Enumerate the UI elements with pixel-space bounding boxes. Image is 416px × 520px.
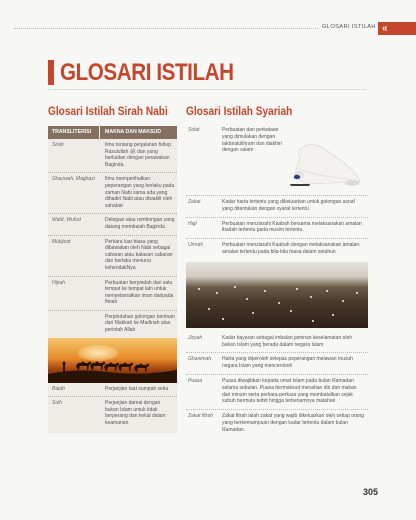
pilgrim-dot [198,288,200,290]
definition: Perbuatan berpindah dari satu tempat ke tempat lain untuk menyelamatkan iman daripada fitnah [105,279,174,306]
pilgrim-dot [222,318,224,320]
list-item [186,124,368,196]
pilgrim-dot [312,320,314,322]
camel-caravan-photo [48,338,177,383]
term: Hijrah [52,279,66,286]
pilgrim-dot [326,290,328,292]
table-row [48,173,177,214]
pilgrim-dot [252,312,254,314]
term: Sirah [52,142,64,148]
table-row [48,277,177,311]
definition: Perbuatan dan perkataan yang dimulakan dengan takbiratulihram dan diakhiri dengan salam [222,127,282,154]
term: Baiah [52,385,65,392]
table-row [48,383,177,398]
definition: Perbuatan menziarahi Kaabah dengan melaksanakan amalan-amalan tertentu pada bila-bila masa dalam setahun [222,242,361,255]
term: Mukjizat [52,238,71,245]
term: Puasa [188,377,203,384]
table-row [48,397,177,432]
term: Solat [188,127,200,133]
table-header [48,126,177,139]
term: Jizyah [188,334,203,341]
pilgrim-dot [342,300,344,302]
term: Umrah [188,242,204,249]
sirah-glossary-table [48,126,177,433]
running-header: GLOSARI ISTILAH [322,24,376,30]
title-rule [48,89,366,90]
syariah-glossary [186,124,368,438]
left-section-heading: Glosari Istilah Sirah Nabi [48,106,168,118]
term: Haji [188,220,197,227]
definition: Perjanjian damai dengan bukan Islam untuk tidak berperang dan kekal dalam keamanan [105,400,166,427]
list-item [186,196,368,218]
table-row [48,139,177,173]
definition: Puasa diwajibkan kepada umat Islam pada bulan Ramadan selama sebulan. Puasa bermaksud menahan diri dan makan dan minum serta perkara-perkara yang membatalkan sejak subuh bermula terbit hingga terbenamnya matahari. [222,377,357,405]
term [48,314,100,334]
definition: Harta yang diperoleh selepas peperangan melawan musuh negara Islam yang menceroboh [222,356,353,370]
table-row [48,311,177,338]
term: Ghazwah, Maghazi [52,176,95,183]
pilgrim-dot [216,292,218,294]
table-body [48,139,177,433]
pilgrim-dot [332,314,334,316]
list-item [186,218,368,240]
definition: Perbuatan menziarahi Kaabah bersama melaksanakan amalan ibadah tertentu pada musim tertentu [222,220,362,234]
pilgrim-dot [310,296,312,298]
pilgrim-dot [246,298,248,300]
list-item [186,332,368,354]
pilgrim-dot [234,286,236,288]
title-accent-bar [48,60,54,85]
double-chevron-left-icon: « [382,23,388,34]
term: Zakat fitrah [188,413,214,420]
list-item [186,375,368,410]
term: Ghanimah [188,356,212,363]
header-rule [14,28,318,29]
definition: Kadar harta tertentu yang dikeluarkan untuk golongan asnaf yang ditentukan dengan syarat tertentu [222,199,355,212]
pilgrim-dot [356,292,358,294]
pilgrim-dot [208,308,210,310]
table-row [48,236,177,277]
definition: Delegasi atau rombongan yang datang membaiah Baginda [105,217,175,230]
definition: Ilmu tentang perjalanan hidup Rasulullah ﷺ dan yang berkaitan dengan perawakan Baginda. [105,142,171,168]
pilgrim-dot [278,302,280,304]
right-section-heading: Glosari Istilah Syariah [186,106,293,118]
page-number: 305 [363,487,379,497]
table-row [48,214,177,235]
definition: Kadar bayaran sebagai imbalan jaminan keselamatan oleh bukan Islam yang berada dalam negara Islam [222,334,353,348]
list-item [186,353,368,375]
pilgrim-dot [264,290,266,292]
definition: Perkara luar biasa yang dibawakan oleh Nabi sebagai cabaran atau balasan cabaran dan berlaku menurut kehendakNya [105,238,173,271]
pilgrims-on-mountain-photo [186,262,368,328]
definition: Perpindahan golongan beriman dari Makkah ke Madinah atas perintah Allah [105,313,175,334]
pilgrim-dot [290,310,292,312]
page-title: GLOSARI ISTILAH [60,59,234,86]
camel-silhouettes [48,338,177,383]
pilgrim-dot [296,288,298,290]
header-tab [378,22,416,35]
list-item [186,239,368,260]
term: Sulh [52,400,63,407]
list-item [186,410,368,437]
definition: Ilmu memperihalkan peperangan yang berlaku pada zaman Nabi sama ada yang dihadiri Nabi atau diwakili oleh sahabat [105,176,175,209]
term: Wafd, Wufud [52,217,81,224]
column-header-term: TRANSLITERISI [48,126,100,139]
definition: Zakat fitrah ialah zakat yang wajib dikeluarkan oleh setiap orang yang berkemampuan dengan kadar tertentu dalam bulan Ramadan. [222,413,365,433]
term: Zakat [188,199,201,205]
column-header-meaning: MAKNA DAN MAKSUD [105,129,162,135]
praying-man-illustration [286,128,366,190]
definition: Perjanjian taat sumpah setia [105,385,169,392]
